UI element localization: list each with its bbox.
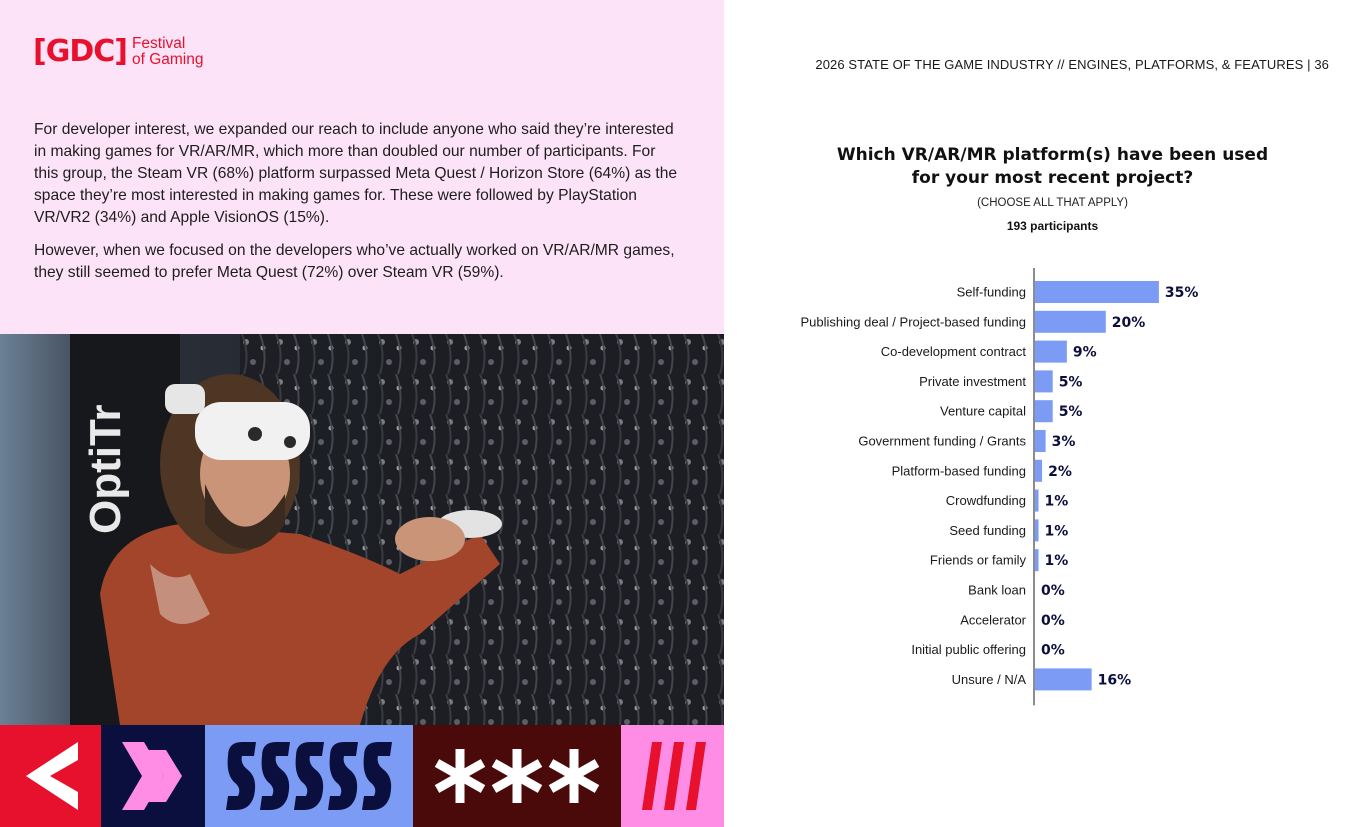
category-label: Friends or family <box>929 552 1026 568</box>
logo-line-2: of Gaming <box>131 51 204 68</box>
bar <box>1035 549 1039 571</box>
value-label: 20% <box>1111 314 1146 331</box>
bar <box>1035 370 1053 392</box>
value-label: 5% <box>1058 374 1083 391</box>
bar <box>1035 519 1039 541</box>
value-label: 2% <box>1048 463 1072 480</box>
category-label: Publishing deal / Project-based funding <box>800 314 1026 330</box>
vr-player-photo <box>0 334 724 725</box>
logo-wordmark <box>132 36 204 68</box>
logo-mark: [GDC] <box>33 34 127 69</box>
value-label: 0% <box>1041 583 1065 599</box>
chart-title-line-2: for your most recent project? <box>911 168 1194 188</box>
gdc-logo <box>33 36 203 68</box>
category-label: Co-development contract <box>880 344 1026 360</box>
value-label: 5% <box>1058 404 1083 421</box>
bar <box>1035 668 1092 690</box>
category-label: Private investment <box>919 373 1026 389</box>
bar <box>1035 490 1039 512</box>
decorative-tile-strip <box>0 725 724 827</box>
intro-paragraph-2: However, when we focused on the developers who’ve actually worked on VR/AR/MR games, they still seemed to prefer Meta Quest (72%) over Steam VR (59%). <box>34 242 675 281</box>
category-label: Initial public offering <box>911 642 1026 658</box>
value-label: 16% <box>1097 672 1132 689</box>
bar-chart <box>730 260 1290 720</box>
value-label: 1% <box>1044 553 1069 570</box>
category-label: Seed funding <box>949 522 1026 538</box>
tile-slashes <box>621 725 724 827</box>
category-label: Self-funding <box>956 284 1026 300</box>
bar <box>1035 341 1067 363</box>
page-header: 2026 STATE OF THE GAME INDUSTRY // ENGINES, PLATFORMS, & FEATURES | 36 <box>815 57 1329 72</box>
asterisks-icon <box>432 741 602 811</box>
chart-title <box>800 144 1305 190</box>
chart-subtitle: (CHOOSE ALL THAT APPLY) <box>977 197 1128 209</box>
bar <box>1035 311 1106 333</box>
bar <box>1035 400 1053 422</box>
category-label: Government funding / Grants <box>858 433 1026 449</box>
category-label: Platform-based funding <box>891 463 1026 479</box>
logo-line-1: Festival <box>131 35 186 52</box>
category-label: Crowdfunding <box>945 493 1026 509</box>
value-label: 9% <box>1072 344 1097 361</box>
svg-text:OptiTr: OptiTr <box>81 404 130 534</box>
intro-paragraph-1: For developer interest, we expanded our reach to include anyone who said they’re interested in making games for VR/AR/MR, which more than doubled our number of participants. For this group, the Steam VR (68%) platform surpassed Meta Quest / Horizon Store (64%) as the space they’re most interested in making games for. These were followed by PlayStation VR/VR2 (34%) and Apple VisionOS (15%). <box>34 121 678 226</box>
category-label: Accelerator <box>960 612 1026 628</box>
value-label: 1% <box>1044 523 1069 540</box>
triple-slash-icon <box>638 736 708 816</box>
double-chevron-right-icon <box>118 736 188 816</box>
tile-chevron-left <box>0 725 101 827</box>
tile-double-chevron <box>101 725 205 827</box>
bar <box>1035 430 1046 452</box>
bar <box>1035 460 1042 482</box>
value-label: 3% <box>1051 434 1076 450</box>
value-label: 0% <box>1041 642 1065 659</box>
bar <box>1035 281 1159 303</box>
photo-illustration <box>0 334 724 725</box>
intro-panel <box>0 0 724 334</box>
chart-participants: 193 participants <box>1006 219 1099 233</box>
sssss-glyph-icon <box>224 736 394 816</box>
intro-text <box>34 119 684 295</box>
tile-sssss <box>205 725 413 827</box>
value-label: 1% <box>1044 493 1069 510</box>
chart-title-line-1: Which VR/AR/MR platform(s) have been used <box>836 145 1269 165</box>
value-label: 35% <box>1164 285 1199 301</box>
category-label: Unsure / N/A <box>951 671 1026 687</box>
category-label: Bank loan <box>968 582 1026 598</box>
category-label: Venture capital <box>939 403 1026 419</box>
tile-asterisks <box>413 725 621 827</box>
chevron-left-icon <box>16 736 86 816</box>
value-label: 0% <box>1041 612 1065 629</box>
